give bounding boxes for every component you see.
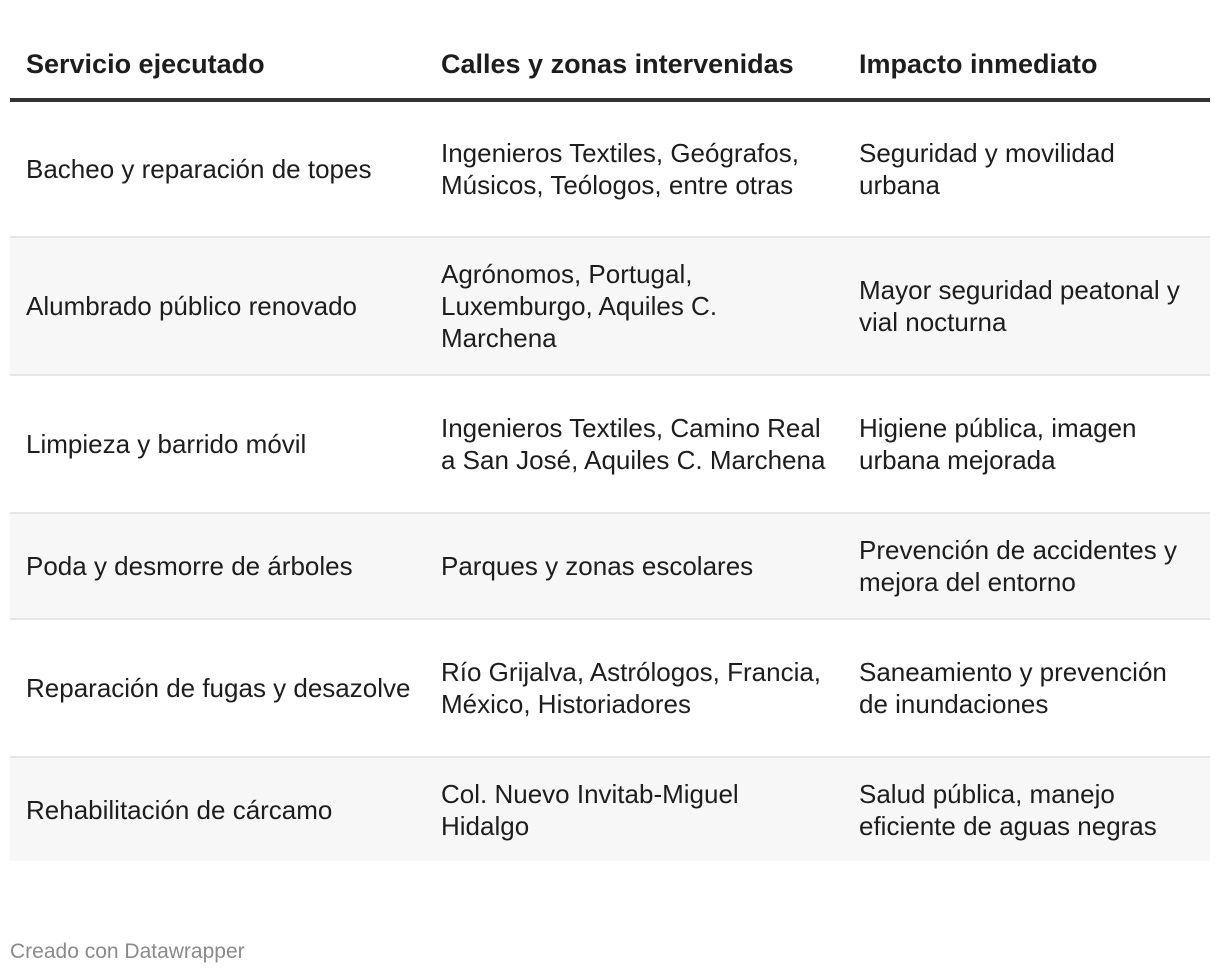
- table-body: [10, 100, 1210, 861]
- cell-impacto: Mayor seguridad peatonal y vial nocturna: [843, 237, 1210, 375]
- cell-servicio: Rehabilitación de cárcamo: [10, 757, 425, 861]
- column-header-impacto: Impacto inmediato: [843, 40, 1210, 100]
- services-table: [10, 40, 1210, 861]
- services-table-container: [10, 40, 1210, 861]
- cell-impacto: Seguridad y movilidad urbana: [843, 100, 1210, 237]
- table-header: [10, 40, 1210, 100]
- cell-impacto: Salud pública, manejo eficiente de aguas negras: [843, 757, 1210, 861]
- cell-calles: Agrónomos, Portugal, Luxemburgo, Aquiles C. Marchena: [425, 237, 843, 375]
- cell-impacto: Prevención de accidentes y mejora del entorno: [843, 513, 1210, 619]
- table-row: [10, 237, 1210, 375]
- cell-calles: Parques y zonas escolares: [425, 513, 843, 619]
- cell-impacto: Higiene pública, imagen urbana mejorada: [843, 375, 1210, 513]
- table-row: [10, 100, 1210, 237]
- cell-calles: Col. Nuevo Invitab-Miguel Hidalgo: [425, 757, 843, 861]
- cell-servicio: Reparación de fugas y desazolve: [10, 619, 425, 757]
- cell-servicio: Bacheo y reparación de topes: [10, 100, 425, 237]
- table-row: [10, 513, 1210, 619]
- column-header-calles: Calles y zonas intervenidas: [425, 40, 843, 100]
- column-header-servicio: Servicio ejecutado: [10, 40, 425, 100]
- cell-servicio: Alumbrado público renovado: [10, 237, 425, 375]
- table-row: [10, 619, 1210, 757]
- header-row: [10, 40, 1210, 100]
- table-row: [10, 757, 1210, 861]
- cell-calles: Ingenieros Textiles, Camino Real a San José, Aquiles C. Marchena: [425, 375, 843, 513]
- datawrapper-credit: Creado con Datawrapper: [10, 940, 245, 963]
- cell-servicio: Poda y desmorre de árboles: [10, 513, 425, 619]
- cell-impacto: Saneamiento y prevención de inundaciones: [843, 619, 1210, 757]
- cell-calles: Ingenieros Textiles, Geógrafos, Músicos, Teólogos, entre otras: [425, 100, 843, 237]
- table-row: [10, 375, 1210, 513]
- cell-servicio: Limpieza y barrido móvil: [10, 375, 425, 513]
- cell-calles: Río Grijalva, Astrólogos, Francia, México, Historiadores: [425, 619, 843, 757]
